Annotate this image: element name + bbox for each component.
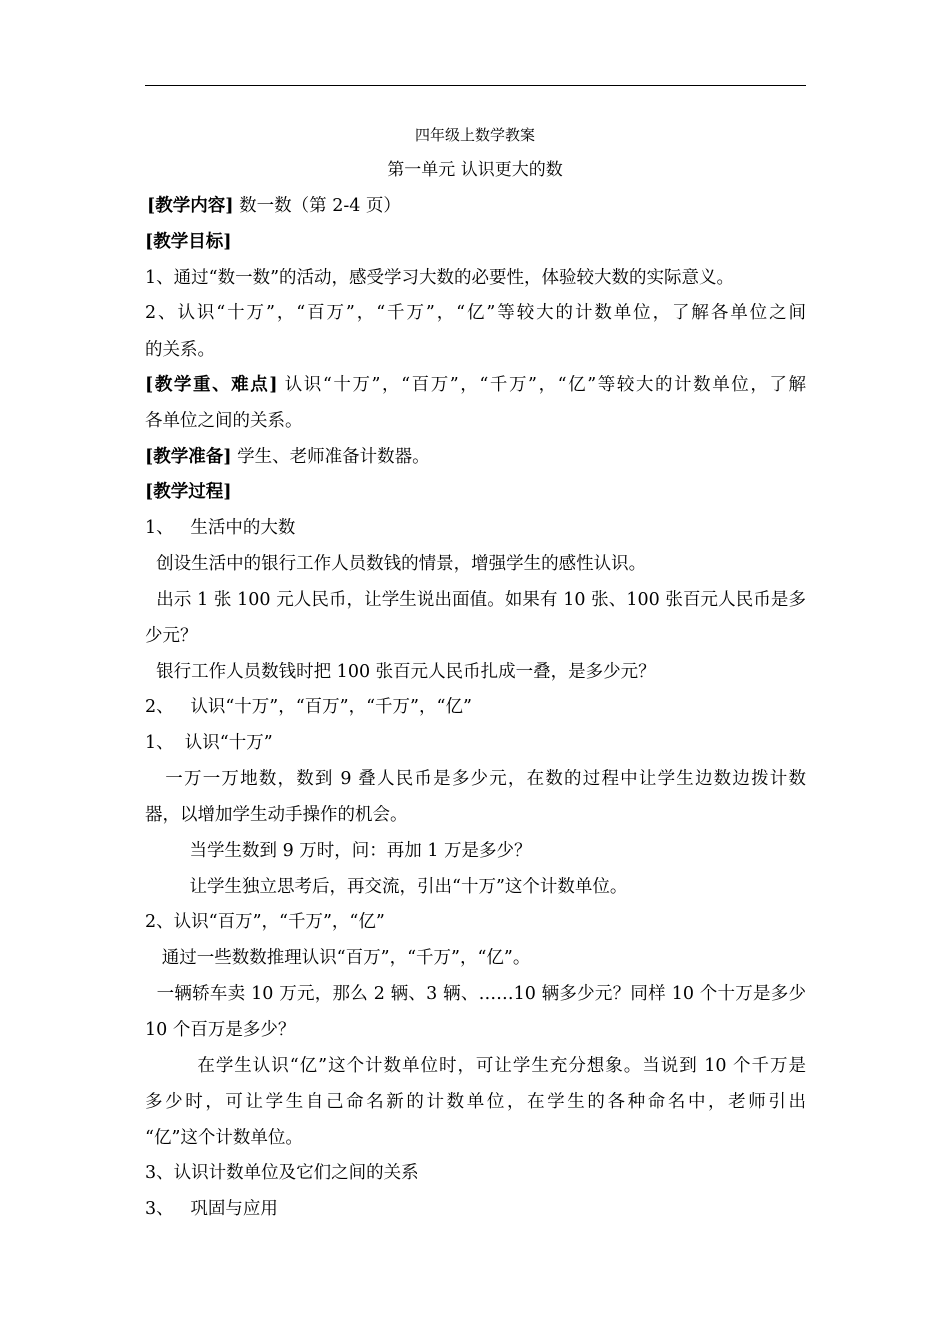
process-line: 在学生认识“亿”这个计数单位时，可让学生充分想象。当说到 10 个千万是 bbox=[145, 1056, 806, 1076]
process-line: 多少时，可让学生自己命名新的计数单位，在学生的各种命名中，老师引出 bbox=[145, 1092, 806, 1112]
goal-2-line-2: 的关系。 bbox=[145, 340, 215, 360]
teaching-content-label: [教学内容] bbox=[147, 196, 234, 216]
process-line: 银行工作人员数钱时把 100 张百元人民币扎成一叠，是多少元？ bbox=[145, 662, 656, 682]
preparation-text: 学生、老师准备计数器。 bbox=[231, 447, 430, 467]
process-line: 少元？ bbox=[145, 626, 198, 646]
header-rule bbox=[145, 85, 806, 86]
process-line: 器，以增加学生动手操作的机会。 bbox=[145, 805, 408, 825]
process-line: 1、 认识“十万” bbox=[145, 733, 273, 753]
process-line: 3、认识计数单位及它们之间的关系 bbox=[145, 1163, 419, 1183]
process-line: “亿”这个计数单位。 bbox=[145, 1128, 303, 1148]
process-line: 一万一万地数，数到 9 叠人民币是多少元，在数的过程中让学生边数边拨计数 bbox=[145, 769, 806, 789]
teaching-content bbox=[147, 195, 401, 217]
process-line: 一辆轿车卖 10 万元，那么 2 辆、3 辆、……10 辆多少元？同样 10 个十万是多少 bbox=[145, 984, 806, 1004]
process-line: 让学生独立思考后，再交流，引出“十万”这个计数单位。 bbox=[145, 877, 628, 897]
key-points bbox=[145, 374, 806, 396]
process-line: 3、 巩固与应用 bbox=[145, 1199, 278, 1219]
key-points-line-2: 各单位之间的关系。 bbox=[145, 411, 303, 431]
teaching-goals-label: [教学目标] bbox=[145, 232, 232, 252]
teaching-content-text: 数一数（第 2-4 页） bbox=[233, 196, 401, 216]
process-line: 出示 1 张 100 元人民币，让学生说出面值。如果有 10 张、100 张百元人民币是多 bbox=[145, 590, 806, 610]
preparation-label: [教学准备] bbox=[145, 447, 232, 467]
process-line: 当学生数到 9 万时，问：再加 1 万是多少？ bbox=[145, 841, 532, 861]
process-line: 创设生活中的银行工作人员数钱的情景，增强学生的感性认识。 bbox=[145, 554, 647, 574]
goal-2-line-1: 2、认识“十万”，“百万”，“千万”，“亿”等较大的计数单位，了解各单位之间 bbox=[145, 303, 806, 323]
key-points-text: 认识“十万”，“百万”，“千万”，“亿”等较大的计数单位，了解 bbox=[277, 375, 806, 395]
preparation bbox=[145, 446, 430, 468]
process-line: 10 个百万是多少？ bbox=[145, 1020, 296, 1040]
key-points-label: [教学重、难点] bbox=[145, 375, 278, 395]
process-line: 通过一些数数推理认识“百万”，“千万”，“亿”。 bbox=[145, 948, 531, 968]
goal-1: 1、通过“数一数”的活动，感受学习大数的必要性，体验较大数的实际意义。 bbox=[145, 268, 735, 288]
process-line: 2、认识“百万”，“千万”，“亿” bbox=[145, 912, 385, 932]
process-label: [教学过程] bbox=[145, 482, 232, 502]
process-line: 1、 生活中的大数 bbox=[145, 518, 296, 538]
unit-title: 第一单元 认识更大的数 bbox=[387, 160, 563, 180]
process-line: 2、 认识“十万”，“百万”，“千万”，“亿” bbox=[145, 697, 472, 717]
document-title: 四年级上数学教案 bbox=[414, 126, 535, 144]
